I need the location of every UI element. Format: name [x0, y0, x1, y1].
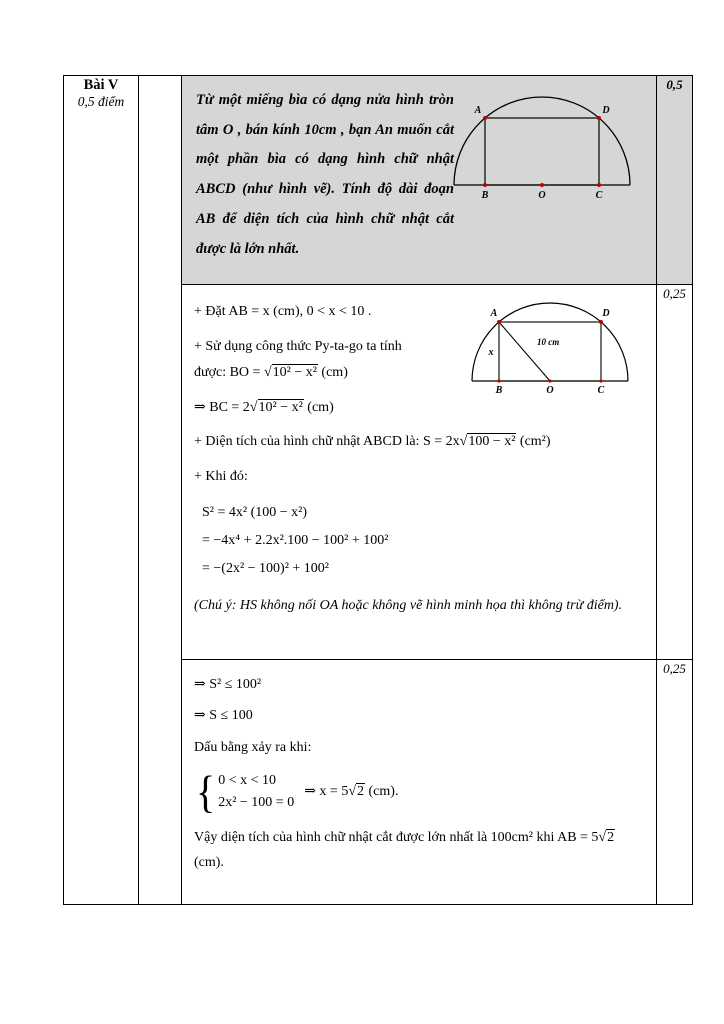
system-equations: [218, 770, 294, 813]
equation-block: [202, 499, 646, 583]
label-c: C: [595, 190, 603, 201]
system-result: [304, 779, 398, 804]
semicircle-diagram-1: [435, 88, 650, 202]
point-a-dot: [497, 320, 501, 324]
exercise-points: 0,5 điểm: [77, 94, 125, 109]
point-b-dot: [497, 379, 500, 382]
exercise-title: Bài V: [83, 77, 119, 93]
formula-area-post: (cm²): [516, 434, 551, 450]
exercise-label-cell: [64, 76, 139, 905]
point-c-dot: [597, 183, 601, 187]
system-result-post: (cm).: [365, 783, 399, 799]
grader-note: (Chú ý: HS không nối OA hoặc không vẽ hình minh họa thì không trừ điểm).: [194, 597, 623, 613]
sqrt-argument: 2: [357, 783, 365, 799]
solution-step-dat: + Đặt AB = x (cm), 0 < x < 10 .: [194, 303, 372, 319]
sqrt-argument: 100 − x²: [468, 434, 516, 450]
formula-bo-pre: + Sử dụng công thức Py-ta-go ta tính được: BO = √: [194, 338, 402, 381]
equation-line-3: = −(2x² − 100)² + 100²: [202, 560, 329, 576]
solution-step-pytago: [194, 334, 434, 387]
label-o: O: [546, 384, 554, 396]
solution-part2-cell: [182, 660, 657, 905]
label-d: D: [602, 307, 610, 319]
problem-cell: [182, 76, 657, 285]
label-a: A: [490, 307, 498, 319]
figure-semicircle-problem: [435, 88, 650, 202]
rectangle-abcd: [499, 322, 601, 381]
label-c: C: [597, 384, 605, 396]
bound-line-2: ⇒ S ≤ 100: [194, 708, 253, 724]
label-b: B: [495, 384, 503, 396]
figure-semicircle-solution: [447, 291, 652, 399]
point-o-dot: [548, 379, 551, 382]
score-part2: 0,25: [657, 660, 693, 905]
conclusion-post: (cm).: [194, 855, 224, 871]
point-b-dot: [483, 183, 487, 187]
point-d-dot: [599, 320, 603, 324]
formula-bc-pre: ⇒ BC = 2√: [194, 399, 258, 415]
system-result-pre: ⇒ x = 5√: [304, 783, 357, 799]
system-brace: {: [196, 765, 216, 817]
label-d: D: [602, 105, 610, 116]
conclusion-pre: Vậy diện tích của hình chữ nhật cắt được lớn nhất là 100cm² khi AB = 5√: [194, 830, 607, 846]
label-a: A: [474, 105, 482, 116]
equation-line-1: S² = 4x² (100 − x²): [202, 504, 307, 520]
equation-line-2: = −4x⁴ + 2.2x².100 − 100² + 100²: [202, 532, 389, 548]
problem-row: [64, 76, 693, 285]
label-radius-10cm: 10 cm: [537, 336, 560, 347]
formula-bo-post: (cm): [317, 365, 348, 381]
radius-oa-line: [499, 322, 550, 381]
semicircle-diagram-2: [447, 291, 652, 399]
label-x: x: [488, 346, 494, 358]
sqrt-argument: 10² − x²: [272, 365, 317, 381]
sqrt-argument: 2: [607, 830, 615, 846]
score-problem: 0,5: [657, 76, 693, 285]
point-o-dot: [540, 183, 544, 187]
system-eq-2: 2x² − 100 = 0: [218, 794, 295, 810]
conclusion: [194, 825, 646, 875]
empty-column-cell: [139, 76, 182, 905]
score-part1: 0,25: [657, 284, 693, 659]
solution-step-area: [194, 429, 646, 456]
point-c-dot: [599, 379, 602, 382]
label-b: B: [481, 190, 489, 201]
sqrt-argument: 10² − x²: [258, 399, 303, 415]
equality-condition-text: Dấu bằng xảy ra khi:: [194, 739, 312, 755]
point-a-dot: [483, 116, 487, 120]
solution-part1-cell: [182, 284, 657, 659]
system-eq-1: 0 < x < 10: [218, 772, 276, 788]
formula-area-pre: + Diện tích của hình chữ nhật ABCD là: S = 2x√: [194, 434, 468, 450]
label-o: O: [538, 190, 546, 201]
formula-bc-post: (cm): [303, 399, 334, 415]
rectangle-abcd: [485, 118, 599, 185]
problem-statement: Từ một miếng bìa có dạng nửa hình tròn tâm O , bán kính 10cm , bạn An muốn cắt một phần bìa có dạng hình chữ nhật ABCD (như hình vẽ). Tính độ dài đoạn AB để diện tích của hình chữ nhật cắt được là lớn nhất.: [196, 92, 454, 257]
answer-table: [63, 75, 693, 905]
equation-system: [196, 765, 646, 817]
point-d-dot: [597, 116, 601, 120]
solution-step-khido: + Khi đó:: [194, 468, 248, 484]
bound-line-1: ⇒ S² ≤ 100²: [194, 677, 262, 693]
